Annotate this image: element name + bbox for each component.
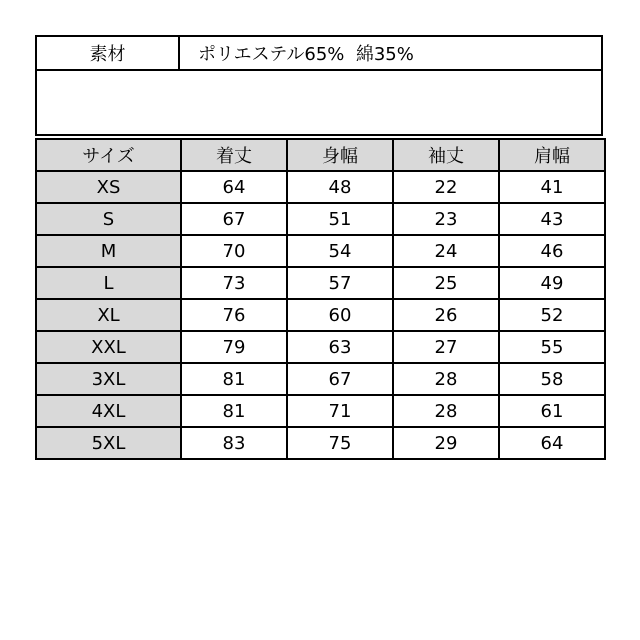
sleeve-length-cell: 29 — [393, 427, 499, 459]
sleeve-length-cell: 23 — [393, 203, 499, 235]
sleeve-length-cell: 24 — [393, 235, 499, 267]
length-cell: 73 — [181, 267, 287, 299]
chest-width-cell: 71 — [287, 395, 393, 427]
shoulder-width-cell: 61 — [499, 395, 605, 427]
table-row — [36, 203, 605, 235]
chest-width-cell: 63 — [287, 331, 393, 363]
header-shoulder-width: 肩幅 — [499, 139, 605, 171]
material-row — [37, 37, 601, 71]
table-row — [36, 395, 605, 427]
table-row — [36, 267, 605, 299]
material-box — [35, 35, 603, 136]
size-cell: 3XL — [36, 363, 181, 395]
shoulder-width-cell: 41 — [499, 171, 605, 203]
length-cell: 70 — [181, 235, 287, 267]
length-cell: 83 — [181, 427, 287, 459]
length-cell: 81 — [181, 395, 287, 427]
length-cell: 81 — [181, 363, 287, 395]
length-cell: 79 — [181, 331, 287, 363]
size-table — [35, 138, 606, 460]
shoulder-width-cell: 55 — [499, 331, 605, 363]
chest-width-cell: 75 — [287, 427, 393, 459]
size-cell: S — [36, 203, 181, 235]
chest-width-cell: 60 — [287, 299, 393, 331]
sleeve-length-cell: 28 — [393, 363, 499, 395]
length-cell: 64 — [181, 171, 287, 203]
size-cell: L — [36, 267, 181, 299]
size-cell: XL — [36, 299, 181, 331]
shoulder-width-cell: 52 — [499, 299, 605, 331]
chest-width-cell: 48 — [287, 171, 393, 203]
table-row — [36, 171, 605, 203]
length-cell: 76 — [181, 299, 287, 331]
size-cell: 5XL — [36, 427, 181, 459]
sleeve-length-cell: 26 — [393, 299, 499, 331]
shoulder-width-cell: 58 — [499, 363, 605, 395]
shoulder-width-cell: 46 — [499, 235, 605, 267]
header-size: サイズ — [36, 139, 181, 171]
sleeve-length-cell: 22 — [393, 171, 499, 203]
table-row — [36, 427, 605, 459]
shoulder-width-cell: 43 — [499, 203, 605, 235]
table-header-row — [36, 139, 605, 171]
header-chest-width: 身幅 — [287, 139, 393, 171]
size-cell: XS — [36, 171, 181, 203]
sleeve-length-cell: 28 — [393, 395, 499, 427]
size-cell: M — [36, 235, 181, 267]
material-value: ポリエステル65% 綿35% — [198, 44, 414, 65]
table-row — [36, 235, 605, 267]
size-cell: 4XL — [36, 395, 181, 427]
header-length: 着丈 — [181, 139, 287, 171]
shoulder-width-cell: 49 — [499, 267, 605, 299]
header-sleeve-length: 袖丈 — [393, 139, 499, 171]
table-row — [36, 363, 605, 395]
chest-width-cell: 67 — [287, 363, 393, 395]
sleeve-length-cell: 27 — [393, 331, 499, 363]
chest-width-cell: 54 — [287, 235, 393, 267]
shoulder-width-cell: 64 — [499, 427, 605, 459]
chest-width-cell: 57 — [287, 267, 393, 299]
table-row — [36, 299, 605, 331]
table-row — [36, 331, 605, 363]
chest-width-cell: 51 — [287, 203, 393, 235]
size-cell: XXL — [36, 331, 181, 363]
sleeve-length-cell: 25 — [393, 267, 499, 299]
length-cell: 67 — [181, 203, 287, 235]
material-label: 素材 — [37, 37, 180, 69]
